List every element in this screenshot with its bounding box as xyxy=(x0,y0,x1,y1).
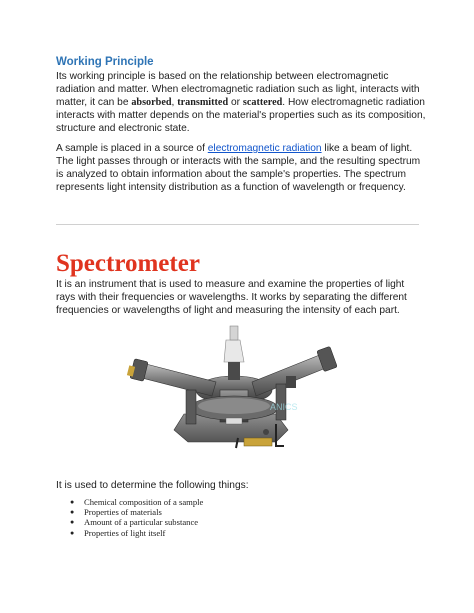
bullet-icon: ● xyxy=(70,528,75,537)
prism xyxy=(224,340,244,362)
uses-list xyxy=(70,497,203,538)
section-divider xyxy=(56,224,419,225)
bullet-icon: ● xyxy=(70,498,75,506)
scattered-term: scattered xyxy=(242,97,283,109)
list-item: ● Amount of a particular substance xyxy=(70,517,199,528)
para1-text-a: Its working principle is based on the relationship between electromagnetic radiation and matter. When electromagnetic radiation such as light, interacts with matter, it can be xyxy=(56,71,420,109)
bullet-icon: ● xyxy=(70,518,75,527)
spirit-level xyxy=(244,438,272,446)
electromagnetic-radiation-link[interactable]: electromagnetic radiation xyxy=(207,143,322,154)
absorbed-term: absorbed xyxy=(131,97,172,109)
working-principle-paragraph xyxy=(56,70,426,135)
para1-comma: , xyxy=(171,97,178,109)
para2-text-a: A sample is placed in a source of xyxy=(56,143,208,154)
label-plate xyxy=(226,418,242,424)
working-principle-heading: Working Principle xyxy=(56,56,154,68)
list-item: ● Chemical composition of a sample xyxy=(70,497,204,507)
list-item: ● Properties of materials xyxy=(70,507,162,518)
spectrometer-title: Spectrometer xyxy=(56,250,200,277)
para1-text-b: . How electromagnetic radiation interacts with matter depends on the material's properties such as its composition, structure and electronic state. xyxy=(56,97,426,135)
para1-or: or xyxy=(228,97,243,109)
watermark-text: ANICS xyxy=(270,402,298,412)
bullet-icon: ● xyxy=(70,508,75,517)
sample-paragraph xyxy=(56,142,426,194)
spectrometer-image xyxy=(126,318,342,454)
transmitted-term: transmitted xyxy=(177,97,229,109)
uses-intro: It is used to determine the following things: xyxy=(56,480,249,491)
para2-text-b: like a beam of light. The light passes through or interacts with the sample, and the resulting spectrum is analyzed to obtain information about the sample's properties. The spectrum represents light intensity distribution as a function of wavelength or frequency. xyxy=(56,143,421,194)
spectrometer-description: It is an instrument that is used to measure and examine the properties of light rays with their frequencies or wavelengths. It works by separating the different frequencies or wavelengths of light and measuring the intensity of each part. xyxy=(56,279,407,317)
list-item: ● Properties of light itself xyxy=(70,527,166,538)
